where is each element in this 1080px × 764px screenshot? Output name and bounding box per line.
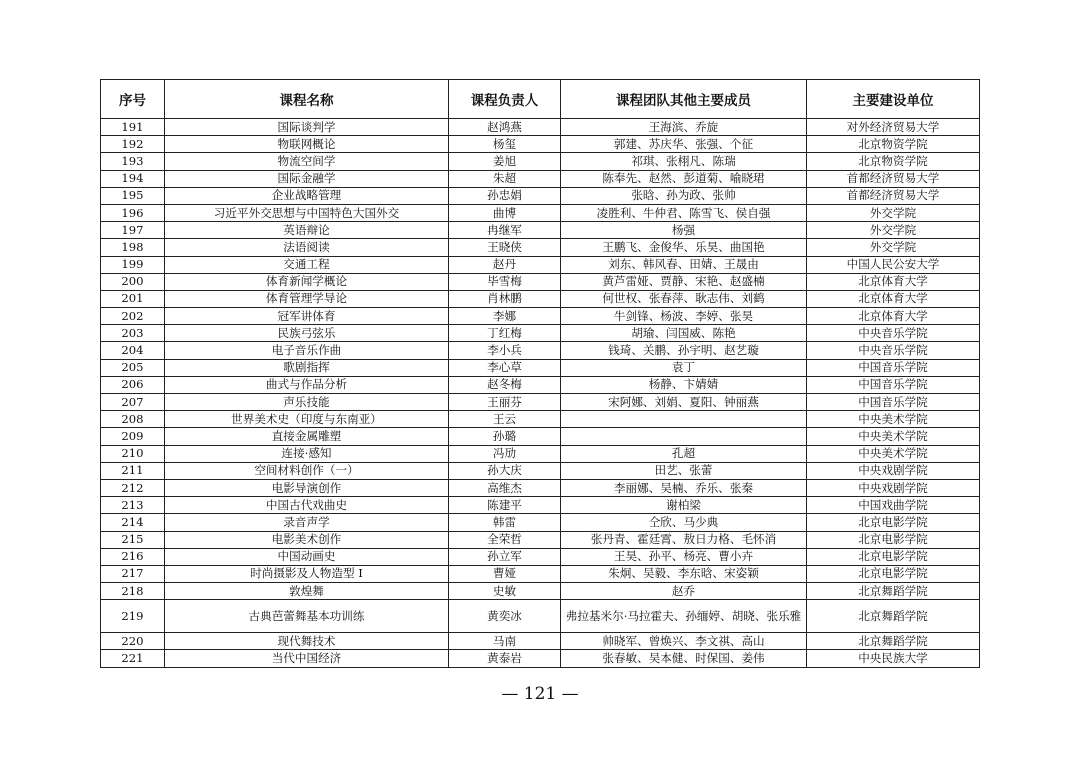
cell-course-name: 英语辩论 (165, 222, 449, 239)
cell-course-name: 电影导演创作 (165, 479, 449, 496)
cell-team-members: 赵乔 (561, 583, 807, 600)
cell-institution: 中国音乐学院 (807, 394, 980, 411)
cell-index: 202 (101, 308, 165, 325)
table-row (101, 497, 980, 514)
cell-institution: 中央美术学院 (807, 445, 980, 462)
cell-index: 219 (101, 600, 165, 633)
table-row (101, 531, 980, 548)
cell-institution: 中国戏曲学院 (807, 497, 980, 514)
cell-institution: 北京电影学院 (807, 548, 980, 565)
cell-index: 191 (101, 119, 165, 136)
table-row (101, 445, 980, 462)
cell-course-name: 古典芭蕾舞基本功训练 (165, 600, 449, 633)
cell-team-members: 杨静、卞婧婧 (561, 376, 807, 393)
cell-institution: 首都经济贸易大学 (807, 187, 980, 204)
cell-institution: 外交学院 (807, 222, 980, 239)
cell-course-name: 歌剧指挥 (165, 359, 449, 376)
header-course-name: 课程名称 (165, 80, 449, 119)
table-row (101, 359, 980, 376)
cell-team-members: 王昊、孙平、杨亮、曹小卉 (561, 548, 807, 565)
cell-course-leader: 孙大庆 (449, 462, 561, 479)
cell-index: 206 (101, 376, 165, 393)
cell-course-name: 声乐技能 (165, 394, 449, 411)
cell-index: 205 (101, 359, 165, 376)
table-row (101, 428, 980, 445)
cell-course-name: 直接金属雕塑 (165, 428, 449, 445)
cell-team-members: 弗拉基米尔·马拉霍夫、孙缅婷、胡晓、张乐雅 (561, 600, 807, 633)
cell-course-leader: 李娜 (449, 308, 561, 325)
cell-team-members: 黄芦雷娅、贾静、宋艳、赵盛楠 (561, 273, 807, 290)
cell-team-members: 张丹青、霍廷霄、敖日力格、毛怀消 (561, 531, 807, 548)
cell-team-members: 孔超 (561, 445, 807, 462)
cell-institution: 北京体育大学 (807, 290, 980, 307)
cell-course-name: 体育管理学导论 (165, 290, 449, 307)
cell-course-name: 敦煌舞 (165, 583, 449, 600)
cell-course-name: 录音声学 (165, 514, 449, 531)
cell-course-name: 时尚摄影及人物造型 I (165, 565, 449, 582)
cell-index: 192 (101, 136, 165, 153)
cell-course-leader: 王晓侠 (449, 239, 561, 256)
cell-index: 197 (101, 222, 165, 239)
cell-index: 218 (101, 583, 165, 600)
cell-index: 210 (101, 445, 165, 462)
cell-course-leader: 王丽芬 (449, 394, 561, 411)
table-row (101, 462, 980, 479)
cell-institution: 中国音乐学院 (807, 376, 980, 393)
table-row (101, 256, 980, 273)
cell-course-name: 世界美术史（印度与东南亚） (165, 411, 449, 428)
cell-institution: 北京物资学院 (807, 153, 980, 170)
cell-index: 200 (101, 273, 165, 290)
cell-index: 220 (101, 633, 165, 650)
cell-course-name: 物流空间学 (165, 153, 449, 170)
cell-institution: 北京电影学院 (807, 514, 980, 531)
table-row (101, 136, 980, 153)
cell-team-members: 张晗、孙为政、张帅 (561, 187, 807, 204)
cell-index: 213 (101, 497, 165, 514)
table-row (101, 633, 980, 650)
cell-course-name: 体育新闻学概论 (165, 273, 449, 290)
cell-course-leader: 马南 (449, 633, 561, 650)
table-row (101, 308, 980, 325)
cell-index: 215 (101, 531, 165, 548)
cell-course-leader: 黄泰岩 (449, 650, 561, 667)
cell-course-leader: 孙忠娟 (449, 187, 561, 204)
cell-index: 204 (101, 342, 165, 359)
table-row (101, 222, 980, 239)
cell-course-leader: 黄奕冰 (449, 600, 561, 633)
page-number: — 121 — (501, 684, 579, 704)
table-row (101, 153, 980, 170)
cell-course-name: 国际谈判学 (165, 119, 449, 136)
cell-team-members: 王鹏飞、金俊华、乐昊、曲国艳 (561, 239, 807, 256)
cell-course-leader: 王云 (449, 411, 561, 428)
cell-institution: 中国人民公安大学 (807, 256, 980, 273)
cell-team-members: 郭建、苏庆华、张强、个征 (561, 136, 807, 153)
cell-course-name: 连接·感知 (165, 445, 449, 462)
cell-team-members: 朱炯、吴毅、李东晗、宋姿颖 (561, 565, 807, 582)
cell-course-leader: 陈建平 (449, 497, 561, 514)
cell-team-members: 牛剑锋、杨波、李婷、张昊 (561, 308, 807, 325)
cell-team-members: 袁丁 (561, 359, 807, 376)
table-row (101, 119, 980, 136)
header-course-leader: 课程负责人 (449, 80, 561, 119)
cell-team-members: 仝欣、马少典 (561, 514, 807, 531)
cell-team-members: 何世权、张春萍、耿志伟、刘鹤 (561, 290, 807, 307)
cell-course-name: 曲式与作品分析 (165, 376, 449, 393)
cell-team-members: 张春敏、吴本健、时保国、姜伟 (561, 650, 807, 667)
cell-course-leader: 冯劢 (449, 445, 561, 462)
table-row (101, 342, 980, 359)
cell-institution: 北京舞蹈学院 (807, 600, 980, 633)
cell-team-members: 刘东、韩风春、田婧、王晟由 (561, 256, 807, 273)
cell-institution: 北京体育大学 (807, 308, 980, 325)
cell-team-members: 帅晓军、曾焕兴、李文祺、高山 (561, 633, 807, 650)
cell-course-name: 法语阅读 (165, 239, 449, 256)
cell-index: 214 (101, 514, 165, 531)
table-body (101, 119, 980, 668)
cell-team-members: 宋阿娜、刘娟、夏阳、钟丽燕 (561, 394, 807, 411)
course-list-sheet (100, 79, 979, 668)
cell-course-leader: 李心草 (449, 359, 561, 376)
cell-course-leader: 高维杰 (449, 479, 561, 496)
cell-team-members: 陈奉先、赵然、彭道菊、喻晓珺 (561, 170, 807, 187)
cell-index: 217 (101, 565, 165, 582)
table-row (101, 650, 980, 667)
table-row (101, 187, 980, 204)
cell-course-leader: 朱超 (449, 170, 561, 187)
table-header-row (101, 80, 980, 119)
cell-course-leader: 史敏 (449, 583, 561, 600)
cell-institution: 中央民族大学 (807, 650, 980, 667)
cell-index: 198 (101, 239, 165, 256)
cell-index: 208 (101, 411, 165, 428)
cell-course-name: 企业战略管理 (165, 187, 449, 204)
cell-index: 212 (101, 479, 165, 496)
cell-course-leader: 杨玺 (449, 136, 561, 153)
table-row (101, 290, 980, 307)
header-team-members: 课程团队其他主要成员 (561, 80, 807, 119)
cell-index: 201 (101, 290, 165, 307)
cell-institution: 中央美术学院 (807, 428, 980, 445)
cell-index: 199 (101, 256, 165, 273)
cell-course-leader: 赵冬梅 (449, 376, 561, 393)
cell-course-leader: 丁红梅 (449, 325, 561, 342)
cell-course-name: 中国动画史 (165, 548, 449, 565)
cell-course-leader: 李小兵 (449, 342, 561, 359)
cell-course-leader: 孙璐 (449, 428, 561, 445)
cell-index: 209 (101, 428, 165, 445)
cell-index: 195 (101, 187, 165, 204)
cell-index: 216 (101, 548, 165, 565)
cell-institution: 中央戏剧学院 (807, 479, 980, 496)
cell-course-name: 物联网概论 (165, 136, 449, 153)
cell-course-name: 冠军讲体育 (165, 308, 449, 325)
cell-course-leader: 赵鸿燕 (449, 119, 561, 136)
table-row (101, 479, 980, 496)
cell-index: 221 (101, 650, 165, 667)
cell-institution: 北京电影学院 (807, 565, 980, 582)
table-row (101, 325, 980, 342)
table-row (101, 170, 980, 187)
cell-course-leader: 全荣哲 (449, 531, 561, 548)
header-index: 序号 (101, 80, 165, 119)
table-row (101, 565, 980, 582)
table-row (101, 411, 980, 428)
table-row (101, 600, 980, 633)
cell-team-members: 胡瑜、闫国威、陈艳 (561, 325, 807, 342)
course-table (100, 79, 980, 668)
cell-institution: 对外经济贸易大学 (807, 119, 980, 136)
cell-course-leader: 姜旭 (449, 153, 561, 170)
table-row (101, 376, 980, 393)
cell-course-leader: 韩雷 (449, 514, 561, 531)
cell-course-name: 当代中国经济 (165, 650, 449, 667)
cell-institution: 中央音乐学院 (807, 325, 980, 342)
cell-institution: 中央美术学院 (807, 411, 980, 428)
cell-institution: 首都经济贸易大学 (807, 170, 980, 187)
cell-team-members: 王海滨、乔旋 (561, 119, 807, 136)
cell-institution: 北京舞蹈学院 (807, 633, 980, 650)
cell-team-members: 杨强 (561, 222, 807, 239)
cell-team-members: 钱琦、关鹏、孙宇明、赵艺璇 (561, 342, 807, 359)
cell-course-leader: 冉继军 (449, 222, 561, 239)
cell-index: 203 (101, 325, 165, 342)
cell-course-leader: 孙立军 (449, 548, 561, 565)
cell-index: 196 (101, 204, 165, 221)
cell-index: 211 (101, 462, 165, 479)
table-row (101, 548, 980, 565)
cell-institution: 中国音乐学院 (807, 359, 980, 376)
cell-course-leader: 曹娅 (449, 565, 561, 582)
cell-institution: 北京舞蹈学院 (807, 583, 980, 600)
cell-index: 207 (101, 394, 165, 411)
cell-institution: 北京电影学院 (807, 531, 980, 548)
cell-index: 194 (101, 170, 165, 187)
header-institution: 主要建设单位 (807, 80, 980, 119)
cell-institution: 外交学院 (807, 204, 980, 221)
cell-course-name: 国际金融学 (165, 170, 449, 187)
cell-course-name: 空间材料创作（一） (165, 462, 449, 479)
cell-team-members (561, 411, 807, 428)
table-row (101, 273, 980, 290)
cell-team-members: 祁琪、张栩凡、陈瑞 (561, 153, 807, 170)
cell-institution: 北京物资学院 (807, 136, 980, 153)
cell-institution: 北京体育大学 (807, 273, 980, 290)
cell-team-members: 李丽娜、吴楠、乔乐、张秦 (561, 479, 807, 496)
cell-course-name: 习近平外交思想与中国特色大国外交 (165, 204, 449, 221)
cell-team-members: 谢柏梁 (561, 497, 807, 514)
cell-course-name: 电子音乐作曲 (165, 342, 449, 359)
cell-course-leader: 曲博 (449, 204, 561, 221)
cell-team-members: 田艺、张蕾 (561, 462, 807, 479)
cell-course-name: 交通工程 (165, 256, 449, 273)
cell-course-name: 民族弓弦乐 (165, 325, 449, 342)
table-row (101, 204, 980, 221)
cell-institution: 外交学院 (807, 239, 980, 256)
table-row (101, 514, 980, 531)
cell-team-members (561, 428, 807, 445)
cell-institution: 中央音乐学院 (807, 342, 980, 359)
table-row (101, 239, 980, 256)
table-row (101, 583, 980, 600)
cell-institution: 中央戏剧学院 (807, 462, 980, 479)
cell-course-name: 电影美术创作 (165, 531, 449, 548)
cell-course-leader: 毕雪梅 (449, 273, 561, 290)
cell-team-members: 凌胜利、牛仲君、陈雪飞、侯自强 (561, 204, 807, 221)
cell-course-name: 现代舞技术 (165, 633, 449, 650)
cell-course-name: 中国古代戏曲史 (165, 497, 449, 514)
cell-index: 193 (101, 153, 165, 170)
cell-course-leader: 赵丹 (449, 256, 561, 273)
cell-course-leader: 肖林鹏 (449, 290, 561, 307)
table-row (101, 394, 980, 411)
